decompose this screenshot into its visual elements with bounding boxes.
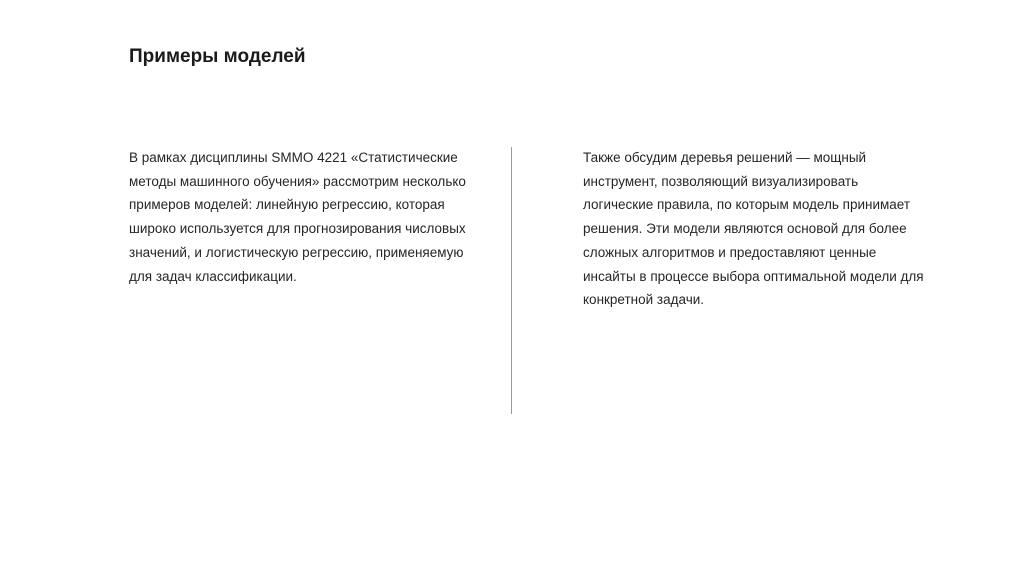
slide-title: Примеры моделей: [129, 46, 306, 67]
left-column-text: В рамках дисциплины SMMO 4221 «Статистические методы машинного обучения» рассмотрим несколько примеров моделей: линейную регрессию, которая широко используется для прогнозирования числовых значений, и логистическую регрессию, применяемую для задач классификации.: [129, 150, 466, 284]
right-column-text: Также обсудим деревья решений — мощный инструмент, позволяющий визуализировать логические правила, по которым модель принимает решения. Эти модели являются основой для более сложных алгоритмов и предоставляют ценные инсайты в процессе выбора оптимальной модели для конкретной задачи.: [583, 150, 924, 308]
column-divider: [511, 147, 512, 414]
